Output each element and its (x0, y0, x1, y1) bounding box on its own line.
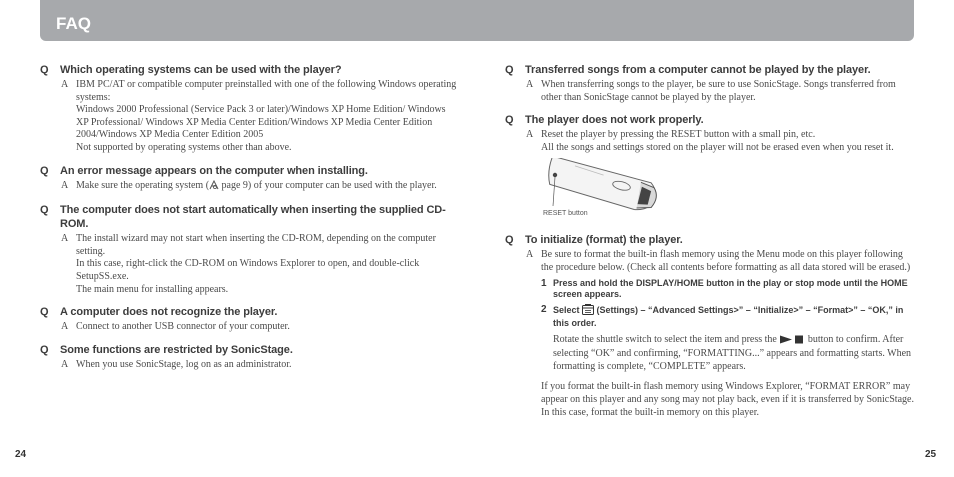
answer (40, 359, 460, 372)
settings-icon (582, 304, 594, 319)
answer-text: When you use SonicStage, log on as an administrator. (76, 358, 292, 370)
answer (40, 233, 460, 296)
answer-text: When transferring songs to the player, be sure to use SonicStage. Songs transferred from other than SonicStage cannot be played by the player. (541, 79, 896, 103)
answer (505, 79, 917, 104)
answer-text: Be sure to format the built-in flash memory using the Menu mode on this player following the procedure below. (Check all contents before formatting as all data stored will be erased.) (541, 249, 911, 273)
question (505, 63, 917, 77)
player-drawing (541, 158, 671, 214)
a-mark: A (526, 249, 534, 261)
faq-item (40, 203, 460, 296)
a-mark: A (61, 358, 69, 370)
page-reference-icon (209, 180, 219, 195)
step-detail (505, 334, 917, 374)
q-mark: Q (40, 306, 49, 319)
answer-text: Connect to another USB connector of your computer. (76, 321, 290, 333)
answer-text: Reset the player by pressing the RESET button with a small pin, etc. (541, 129, 816, 141)
step-text-pre: Select (553, 304, 583, 315)
answer (40, 180, 460, 195)
faq-item (505, 113, 917, 224)
question-text: To initialize (format) the player. (525, 234, 683, 247)
faq-item (40, 164, 460, 195)
procedure-step (505, 278, 917, 301)
a-mark: A (61, 79, 69, 90)
format-note: If you format the built-in flash memory using Windows Explorer, “FORMAT ERROR” may appear on this player and any song may not play back, even if it is transferred by SonicStage. In this case, format the built-in memory on this player. (541, 381, 914, 418)
question (40, 203, 460, 231)
answer-text-post: page 9) of your computer can be used with the player. (219, 179, 437, 191)
faq-item (40, 63, 460, 155)
right-column (505, 63, 917, 428)
answer-text: The main menu for installing appears. (76, 283, 229, 295)
answer-text: Not supported by operating systems other than above. (76, 141, 292, 153)
reset-button-label: RESET button (543, 210, 588, 218)
q-mark: Q (40, 343, 49, 356)
question-text: An error message appears on the computer when installing. (60, 164, 368, 177)
q-mark: Q (505, 64, 514, 76)
procedure-step (505, 304, 917, 330)
step-detail-post: button to confirm. After selecting “OK” and confirming, “FORMATTING...” appears and formatting starts. When formatting is complete, “COMPLETE” appears. (553, 333, 912, 372)
step-detail-pre: Rotate the shuttle switch to select the item and press the (553, 333, 780, 345)
question (40, 63, 460, 77)
answer-text: All the songs and settings stored on the player will not be erased even when you reset it. (541, 141, 894, 153)
a-mark: A (526, 129, 534, 141)
question (40, 305, 460, 319)
question (40, 343, 460, 357)
question-text: Transferred songs from a computer cannot be played by the player. (525, 64, 871, 76)
step-number: 2 (541, 303, 547, 315)
question-text: The computer does not start automatically when inserting the supplied CD-ROM. (60, 204, 446, 231)
step-number: 1 (541, 277, 547, 289)
step-text: Press and hold the DISPLAY/HOME button in the play or stop mode until the HOME screen appears. (553, 277, 908, 300)
question-text: Which operating systems can be used with the player? (60, 64, 342, 76)
faq-item (40, 343, 460, 372)
question-text: The player does not work properly. (525, 114, 704, 127)
q-mark: Q (505, 234, 514, 247)
question (40, 164, 460, 178)
q-mark: Q (40, 164, 49, 177)
q-mark: Q (505, 114, 514, 127)
q-mark: Q (40, 204, 49, 217)
faq-item (40, 305, 460, 334)
answer-text: Windows 2000 Professional (Service Pack 3 or later)/Windows XP Home Edition/ Windows XP Professional/ Windows XP Media Center Edition/Windows XP Media Center Edition 2004/Windows XP Media Center Edition 2005 (76, 104, 446, 141)
faq-item (505, 233, 917, 419)
answer (40, 79, 460, 155)
question (505, 113, 917, 127)
page-number-left: 24 (15, 449, 27, 460)
answer-text: The install wizard may not start when inserting the CD-ROM, depending on the computer setting. (76, 233, 436, 257)
a-mark: A (61, 233, 69, 245)
a-mark: A (526, 79, 534, 90)
player-illustration (541, 158, 671, 224)
a-mark: A (61, 321, 69, 333)
page-title: FAQ (56, 14, 91, 33)
answer-text-pre: Make sure the operating system ( (76, 179, 210, 191)
step-text (553, 304, 917, 330)
q-mark: Q (40, 64, 49, 76)
question-text: A computer does not recognize the player. (60, 306, 278, 319)
left-column (40, 63, 460, 380)
question (505, 233, 917, 247)
answer (505, 129, 917, 154)
faq-item (505, 63, 917, 104)
answer-text: IBM PC/AT or compatible computer preinstalled with one of the following Windows operating systems: (76, 79, 457, 103)
answer (40, 321, 460, 334)
page-header (40, 0, 914, 41)
question-text: Some functions are restricted by SonicStage. (60, 343, 293, 356)
page-number-right: 25 (925, 449, 937, 460)
answer (505, 249, 917, 274)
play-stop-icon (779, 335, 805, 349)
step-text-post: (Settings) – “Advanced Settings>” – “Initialize>” – “Format>” – “OK,” in this order. (553, 304, 904, 329)
answer-text (76, 180, 460, 195)
answer-text: In this case, right-click the CD-ROM on Windows Explorer to open, and double-click SetupSS.exe. (76, 258, 420, 282)
a-mark: A (61, 179, 69, 191)
